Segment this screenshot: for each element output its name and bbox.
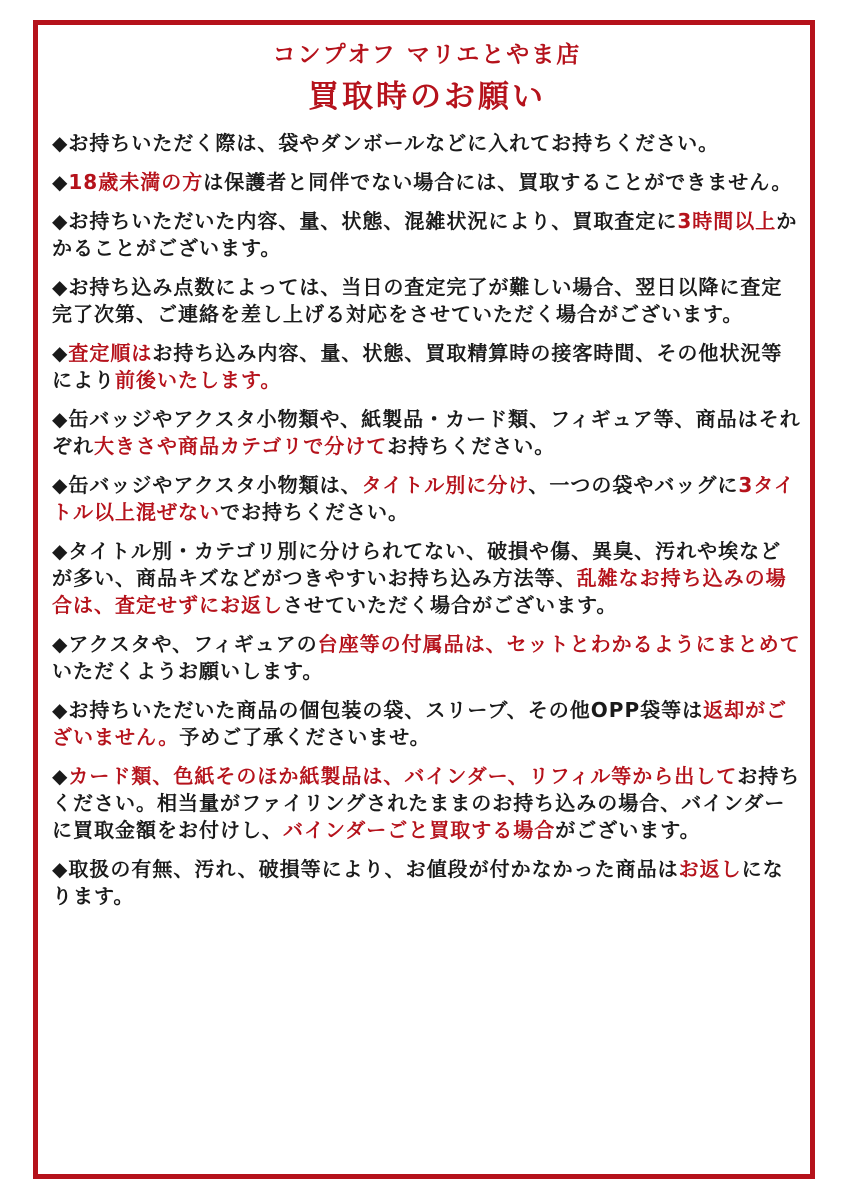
notice-text: がございます。: [555, 818, 701, 842]
notice-text: は保護者と同伴でない場合には、買取することができません。: [203, 170, 793, 194]
notice-text: ◆タイトル別・カテゴリ別に分けられてない、破損や傷、異臭、汚れや埃などが多い、商品キズなどがつきやすいお持ち込み方法等、: [52, 539, 782, 590]
notice-sheet: [52, 38, 802, 922]
notice-text: させていただく場合がございます。: [283, 593, 618, 617]
notice-item: [52, 631, 802, 685]
store-name: コンプオフ マリエとやま店: [272, 42, 582, 68]
notice-text: ◆: [52, 170, 69, 194]
highlighted-text: 前後いたします。: [115, 368, 282, 392]
highlighted-text: 大きさや商品カテゴリで分けて: [94, 434, 388, 458]
notice-text: ◆取扱の有無、汚れ、破損等により、お値段が付かなかった商品は: [52, 857, 679, 881]
notice-text: かかることがございます。: [52, 209, 798, 260]
notice-text: ◆お持ちいただいた商品の個包装の袋、スリーブ、その他OPP袋等は: [52, 698, 704, 722]
notice-text: いただくようお願いします。: [52, 659, 324, 683]
notice-item: [52, 406, 802, 460]
notice-text: 予めご了承くださいませ。: [179, 725, 431, 749]
highlighted-text: バインダーごと買取する場合: [283, 818, 556, 842]
notice-text: お持ちください。: [387, 434, 556, 458]
highlighted-text: 3タイトル以上混ぜない: [52, 473, 795, 524]
notice-list: [52, 130, 802, 910]
notice-text: ◆お持ちいただいた内容、量、状態、混雑状況により、買取査定に: [52, 209, 678, 233]
notice-item: [52, 169, 802, 196]
notice-item: [52, 340, 802, 394]
notice-text: お持ちください。相当量がファイリングされたままのお持ち込みの場合、バインダーに買取金額をお付けし、: [52, 764, 801, 842]
notice-text: 、一つの袋やバッグに: [528, 473, 739, 497]
notice-item: [52, 763, 802, 844]
notice-text: でお持ちください。: [220, 500, 409, 524]
highlighted-text: 18歳未満の方: [68, 170, 204, 194]
highlighted-text: カード類、色紙そのほか紙製品は、バインダー、リフィル等から出して: [68, 764, 738, 788]
notice-text: になります。: [52, 857, 784, 908]
notice-text: ◆缶バッジやアクスタ小物類は、: [52, 473, 362, 497]
notice-item: [52, 130, 802, 157]
highlighted-text: お返し: [678, 857, 742, 881]
notice-item: [52, 208, 802, 262]
notice-item: [52, 856, 802, 910]
notice-text: お持ち込み内容、量、状態、買取精算時の接客時間、その他状況等により: [52, 341, 783, 392]
highlighted-text: 3時間以上: [677, 209, 777, 233]
notice-text: ◆アクスタや、フィギュアの: [52, 632, 318, 656]
notice-text: ◆: [52, 764, 69, 788]
highlighted-text: 台座等の付属品は、セットとわかるようにまとめて: [317, 632, 801, 656]
highlighted-text: 返却がございません。: [52, 698, 788, 749]
page-title: 買取時のお願い: [308, 79, 546, 115]
notice-text: ◆お持ち込み点数によっては、当日の査定完了が難しい場合、翌日以降に査定完了次第、ご連絡を差し上げる対応をさせていただく場合がございます。: [52, 275, 783, 326]
notice-item: [52, 274, 802, 328]
highlighted-text: 査定順は: [68, 341, 153, 365]
highlighted-text: 乱雑なお持ち込みの場合は、査定せずにお返し: [52, 566, 787, 617]
notice-item: [52, 472, 802, 526]
notice-text: ◆お持ちいただく際は、袋やダンボールなどに入れてお持ちください。: [52, 131, 720, 155]
highlighted-text: タイトル別に分け: [361, 473, 529, 497]
notice-text: ◆: [52, 341, 69, 365]
notice-item: [52, 538, 802, 619]
notice-text: ◆缶バッジやアクスタ小物類や、紙製品・カード類、フィギュア等、商品はそれぞれ: [52, 407, 801, 458]
notice-item: [52, 697, 802, 751]
